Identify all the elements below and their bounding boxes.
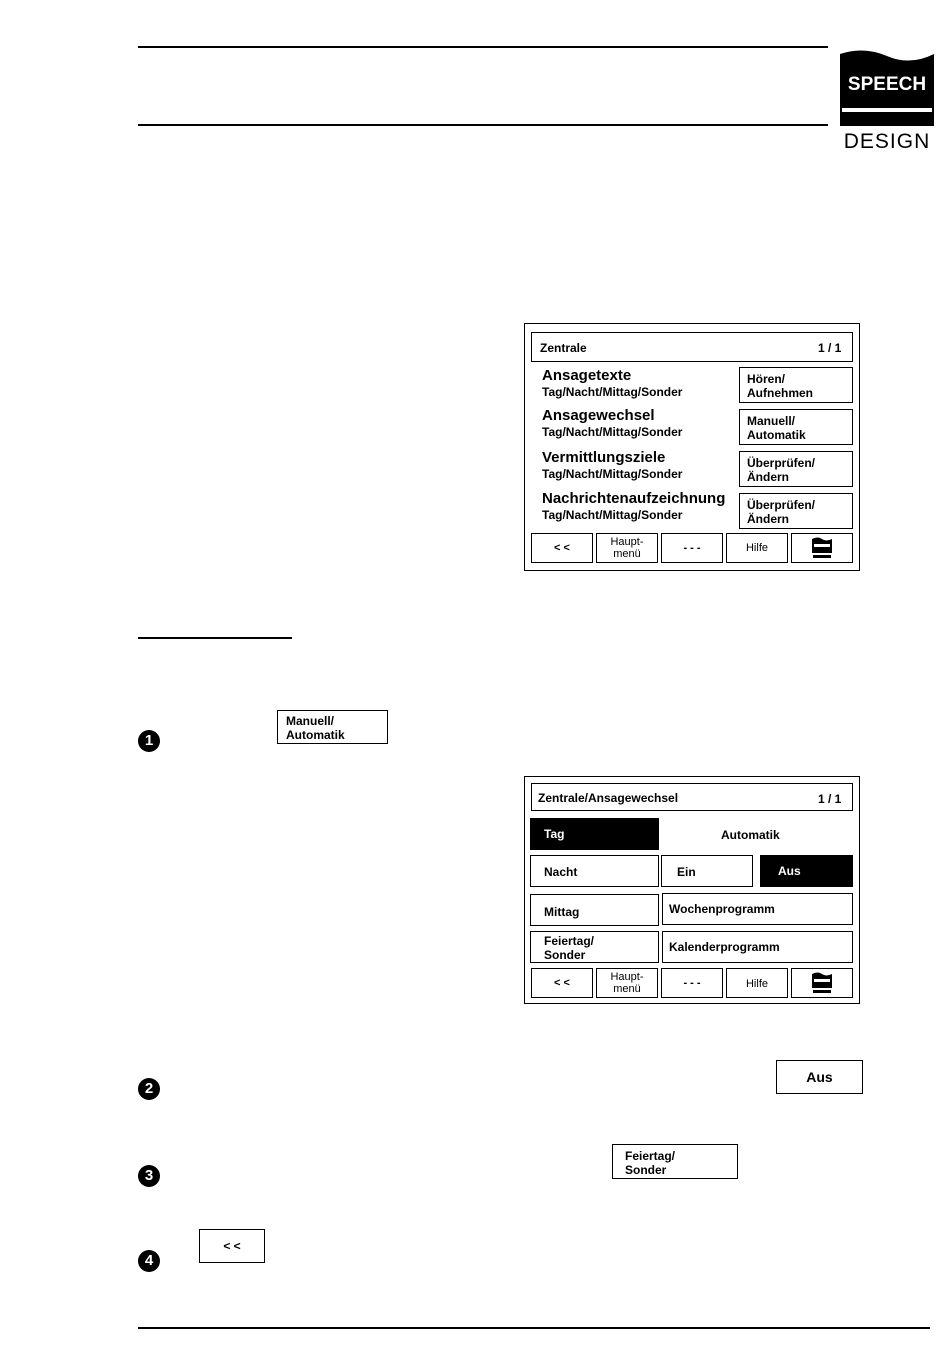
tag-button[interactable]: [530, 818, 659, 850]
back-button[interactable]: < <: [531, 968, 593, 998]
feiertag-line2: Sonder: [544, 948, 586, 962]
footer-rule: [138, 1327, 930, 1329]
hauptmenue-line1: Haupt-: [610, 536, 644, 548]
btn-label-line2: Automatik: [286, 728, 345, 742]
menu-sub-vermittlungsziele: Tag/Nacht/Mittag/Sonder: [542, 467, 683, 481]
vermittlungsziele-pruefen-button[interactable]: [739, 451, 853, 487]
back-button[interactable]: < <: [531, 533, 593, 563]
btn-label-line1: Manuell/: [747, 414, 796, 428]
aus-button[interactable]: [760, 855, 853, 887]
kalenderprogramm-label: Kalenderprogramm: [669, 940, 780, 954]
kalenderprogramm-button[interactable]: [662, 931, 853, 963]
hauptmenue-line1: Haupt-: [610, 971, 644, 983]
speech-design-mini-icon: [810, 970, 834, 996]
header-top-rule: [138, 46, 828, 48]
step1-manuell-automatik-button[interactable]: [277, 710, 388, 744]
menu-sub-nachrichtenaufzeichnung: Tag/Nacht/Mittag/Sonder: [542, 508, 683, 522]
hauptmenue-line2: menü: [613, 548, 641, 560]
screen1-title: Zentrale: [540, 341, 587, 355]
btn-label-line1: Feiertag/: [625, 1149, 676, 1163]
aus-label: Aus: [778, 864, 801, 878]
screen2-page: 1 / 1: [818, 792, 842, 806]
wochenprogramm-button[interactable]: [662, 893, 853, 925]
speech-design-logo: [840, 46, 934, 154]
help-button[interactable]: Hilfe: [726, 968, 788, 998]
step-3-badge: 3: [138, 1165, 160, 1187]
btn-label-line2: Sonder: [625, 1163, 667, 1177]
nachrichten-pruefen-button[interactable]: [739, 493, 853, 529]
ein-label: Ein: [677, 865, 696, 879]
hauptmenue-button[interactable]: [596, 968, 658, 998]
home-logo-button[interactable]: [791, 533, 853, 563]
menu-sub-ansagetexte: Tag/Nacht/Mittag/Sonder: [542, 385, 683, 399]
screen2-title: Zentrale/Ansagewechsel: [538, 791, 679, 805]
manuell-automatik-button[interactable]: [739, 409, 853, 445]
btn-label-line2: Automatik: [747, 428, 806, 442]
nacht-label: Nacht: [544, 865, 578, 879]
feiertag-line1: Feiertag/: [544, 934, 595, 948]
speech-design-mini-icon: [810, 535, 834, 561]
header-bottom-rule: [138, 124, 828, 126]
btn-label-line1: Hören/: [747, 372, 786, 386]
screen-ansagewechsel: [524, 776, 860, 1004]
btn-label-line1: Manuell/: [286, 714, 335, 728]
hauptmenue-button[interactable]: [596, 533, 658, 563]
btn-label-line1: Überprüfen/: [747, 498, 816, 512]
automatik-status: Automatik: [721, 828, 780, 842]
mittag-label: Mittag: [544, 905, 580, 919]
btn-label-line2: Aufnehmen: [747, 386, 813, 400]
menu-title-ansagetexte: Ansagetexte: [542, 367, 632, 384]
mittag-button[interactable]: [530, 894, 659, 926]
step2-aus-button[interactable]: [776, 1060, 863, 1094]
screen-zentrale: [524, 323, 860, 571]
more-button[interactable]: - - -: [661, 968, 723, 998]
more-button[interactable]: - - -: [661, 533, 723, 563]
section-heading-underline: [138, 637, 292, 639]
nacht-button[interactable]: [530, 855, 659, 887]
menu-sub-ansagewechsel: Tag/Nacht/Mittag/Sonder: [542, 425, 683, 439]
menu-title-vermittlungsziele: Vermittlungsziele: [542, 449, 666, 466]
aus-label: Aus: [806, 1069, 833, 1085]
feiertag-sonder-button[interactable]: [530, 931, 659, 963]
back-label: < <: [223, 1239, 241, 1253]
home-logo-button[interactable]: [791, 968, 853, 998]
screen1-page: 1 / 1: [818, 341, 842, 355]
step-2-badge: 2: [138, 1078, 160, 1100]
wochenprogramm-label: Wochenprogramm: [669, 902, 775, 916]
step3-feiertag-sonder-button[interactable]: [612, 1144, 738, 1179]
step-1-badge: 1: [138, 730, 160, 752]
btn-label-line1: Überprüfen/: [747, 456, 816, 470]
menu-title-nachrichtenaufzeichnung: Nachrichtenaufzeichnung: [542, 490, 726, 507]
screen1-title-bar: [531, 332, 853, 362]
step-4-badge: 4: [138, 1250, 160, 1272]
screen2-title-bar: [531, 783, 853, 811]
logo-design-text: DESIGN: [843, 130, 931, 153]
help-button[interactable]: Hilfe: [726, 533, 788, 563]
hauptmenue-line2: menü: [613, 983, 641, 995]
logo-speech-text: SPEECH: [847, 74, 927, 95]
btn-label-line2: Ändern: [747, 512, 789, 526]
btn-label-line2: Ändern: [747, 470, 789, 484]
tag-label: Tag: [544, 827, 565, 841]
step4-back-button[interactable]: [199, 1229, 265, 1263]
ein-button[interactable]: [661, 855, 753, 887]
menu-title-ansagewechsel: Ansagewechsel: [542, 407, 655, 424]
hoeren-aufnehmen-button[interactable]: [739, 367, 853, 403]
